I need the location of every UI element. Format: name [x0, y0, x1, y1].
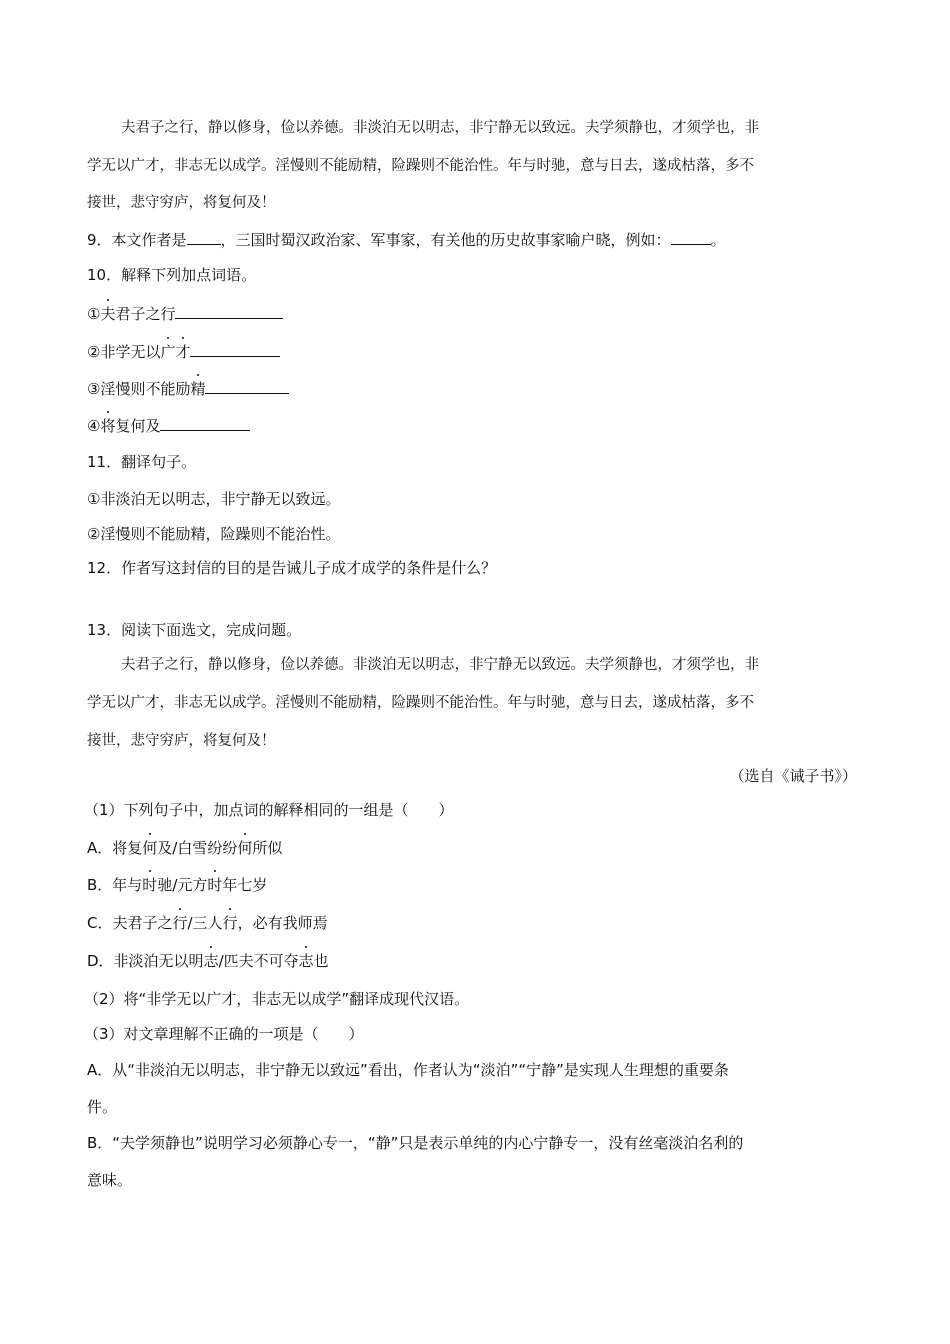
q13-sub-1: （1）下列句子中，加点词的解释相同的一组是（ ） — [84, 801, 454, 819]
q13-sub-2: （2）将“非学无以广才，非志无以成学”翻译成现代汉语。 — [84, 990, 470, 1008]
opt-d-text-3: 也 — [313, 952, 329, 970]
dotted-word: 才 — [175, 343, 191, 361]
q13-sub3-option-b-line-1[interactable]: B．“夫学须静也”说明学习必须静心专一，“静”只是表示单纯的内心宁静专一，没有丝毫淡泊名利的 — [87, 1134, 744, 1152]
opt-a-text-1: A．将复 — [87, 839, 143, 857]
q10-item-4-post: 复何及 — [115, 417, 161, 435]
q13-passage-line-3: 接世，悲守穷庐，将复何及！ — [87, 733, 276, 749]
dotted-word: 广 — [160, 343, 176, 361]
q13-sub3-option-b-line-2: 意味。 — [87, 1171, 133, 1189]
q13-passage-line-2: 学无以广才，非志无以成学。淫慢则不能励精，险躁则不能治性。年与时驰，意与日去，遂成枯落，多不 — [87, 695, 754, 711]
opt-a-text-2: 及/白雪纷纷 — [157, 839, 238, 857]
q13-option-d[interactable] — [87, 951, 329, 971]
q13-sub3-option-a-line-2: 件。 — [87, 1098, 118, 1116]
dotted-word: 精 — [190, 380, 206, 398]
q13-option-c[interactable] — [87, 913, 328, 933]
question-11-title: 11．翻译句子。 — [87, 453, 197, 471]
q11-item-2: ②淫慢则不能励精，险躁则不能治性。 — [87, 525, 341, 543]
q10-item-4-blank[interactable] — [160, 415, 250, 431]
q9-blank-author[interactable] — [187, 229, 221, 245]
q13-sub-3: （3）对文章理解不正确的一项是（ ） — [84, 1025, 364, 1043]
dotted-word: 时 — [207, 876, 223, 894]
q10-item-3 — [87, 378, 289, 399]
source-note: （选自《诫子书》） — [729, 767, 857, 785]
opt-c-text-1: C．夫君子之 — [87, 914, 173, 932]
q10-item-1-pre: ① — [87, 305, 101, 323]
opt-d-text-1: D．非淡泊无以明 — [87, 952, 204, 970]
q10-item-3-blank[interactable] — [205, 378, 289, 394]
q9-text-a: 9．本文作者是 — [87, 231, 187, 249]
q10-item-2-pre: ②非学无以 — [87, 343, 161, 361]
dotted-word: 行 — [172, 914, 188, 932]
q10-item-2-blank[interactable] — [190, 341, 280, 357]
passage-line-3: 接世，悲守穷庐，将复何及！ — [87, 195, 276, 211]
question-9 — [87, 229, 726, 250]
q9-text-c: 。 — [710, 231, 726, 249]
opt-a-text-3: 所似 — [252, 839, 283, 857]
q10-item-3-pre: ③淫慢则不能励 — [87, 380, 191, 398]
question-13-title: 13．阅读下面选文，完成问题。 — [87, 621, 302, 639]
q10-item-4 — [87, 415, 250, 436]
opt-d-text-2: /匹夫不可夺 — [218, 952, 299, 970]
dotted-word: 将 — [100, 417, 116, 435]
q11-item-1: ①非淡泊无以明志，非宁静无以致远。 — [87, 490, 341, 508]
q13-option-a[interactable] — [87, 838, 282, 858]
q9-text-b: ，三国时蜀汉政治家、军事家，有关他的历史故事家喻户晓，例如： — [220, 231, 671, 249]
q10-item-2 — [87, 341, 280, 362]
opt-b-text-1: B．年与 — [87, 876, 143, 894]
question-12: 12．作者写这封信的目的是告诫儿子成才成学的条件是什么？ — [87, 559, 497, 577]
opt-b-text-2: 驰/元方 — [157, 876, 208, 894]
q10-item-1-blank[interactable] — [175, 303, 283, 319]
dotted-word: 何 — [142, 839, 158, 857]
q13-passage-line-1: 夫君子之行，静以修身，俭以养德。非淡泊无以明志，非宁静无以致远。夫学须静也，才须学也，非 — [121, 657, 759, 673]
dotted-word: 志 — [203, 952, 219, 970]
q10-item-1-post: 君子之行 — [115, 305, 176, 323]
q10-item-4-pre: ④ — [87, 417, 101, 435]
opt-c-text-2: /三人 — [187, 914, 223, 932]
passage-line-2: 学无以广才，非志无以成学。淫慢则不能励精，险躁则不能治性。年与时驰，意与日去，遂成枯落，多不 — [87, 158, 754, 174]
dotted-word: 行 — [222, 914, 238, 932]
q13-sub3-option-a-line-1[interactable]: A．从“非淡泊无以明志，非宁静无以致远”看出，作者认为“淡泊”“宁静”是实现人生理想的重要条 — [87, 1061, 729, 1079]
question-10-title: 10．解释下列加点词语。 — [87, 266, 257, 284]
dotted-word: 夫 — [100, 305, 116, 323]
dotted-word: 何 — [237, 839, 253, 857]
opt-b-text-3: 年七岁 — [222, 876, 268, 894]
dotted-word: 时 — [142, 876, 158, 894]
opt-c-text-3: ，必有我师焉 — [237, 914, 328, 932]
dotted-word: 志 — [298, 952, 314, 970]
q13-option-b[interactable] — [87, 875, 267, 895]
passage-line-1: 夫君子之行，静以修身，俭以养德。非淡泊无以明志，非宁静无以致远。夫学须静也，才须学也，非 — [121, 120, 759, 136]
q10-item-1 — [87, 303, 283, 324]
q9-blank-example[interactable] — [671, 229, 711, 245]
